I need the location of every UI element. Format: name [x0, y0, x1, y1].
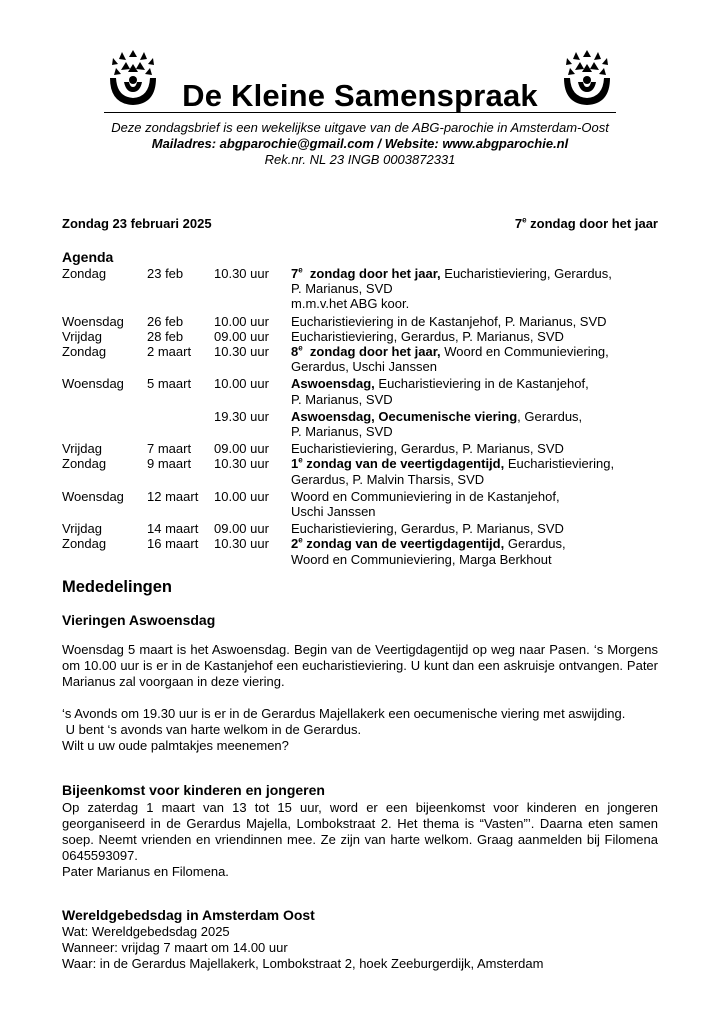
- agenda-description: 8e zondag door het jaar, Woord en Communieviering, Gerardus, Uschi Janssen: [291, 344, 662, 374]
- agenda-date: 12 maart: [147, 488, 199, 504]
- agenda-time: 09.00 uur: [214, 328, 269, 344]
- agenda-day: Vrijdag: [62, 328, 102, 344]
- paragraph: Waar: in de Gerardus Majellakerk, Lombokstraat 2, hoek Zeeburgerdijk, Amsterdam: [62, 956, 544, 971]
- paragraph: ‘s Avonds om 19.30 uur is er in de Gerardus Majellakerk een oecumenische viering met aswijding.: [62, 706, 626, 721]
- agenda-day: Zondag: [62, 266, 107, 281]
- agenda-time: 10.30 uur: [214, 266, 269, 281]
- section-heading: Vieringen Aswoensdag: [62, 612, 216, 628]
- paragraph: U bent ‘s avonds van harte welkom in de Gerardus.: [62, 722, 362, 737]
- contact-line: Mailadres: abgparochie@gmail.com / Website: www.abgparochie.nl: [151, 136, 569, 151]
- agenda-heading: Agenda: [62, 249, 114, 265]
- agenda-row: [62, 521, 662, 536]
- agenda-description: Aswoensdag, Eucharistieviering in de Kastanjehof, P. Marianus, SVD: [291, 376, 662, 406]
- section-body: [62, 800, 658, 880]
- section-body: [62, 642, 658, 754]
- agenda-time: 10.30 uur: [214, 456, 269, 472]
- agenda-date: 5 maart: [147, 376, 192, 392]
- agenda-row: [62, 376, 662, 406]
- announcements-heading: Mededelingen: [62, 578, 173, 596]
- agenda-row: [62, 266, 662, 312]
- agenda-time: 09.00 uur: [214, 441, 269, 457]
- agenda-description: 2e zondag van de veertigdagentijd, Gerardus, Woord en Communieviering, Marga Berkhout: [291, 536, 662, 566]
- agenda-table: [62, 266, 662, 569]
- agenda-row: [62, 314, 662, 329]
- paragraph: Woensdag 5 maart is het Aswoensdag. Begin van de Veertigdagentijd op weg naar Pasen. ‘s Morgens om 10.00 uur is er in de Kastanjehof een eucharistieviering. U kunt dan een askruisje ontvangen. Pater Marianus zal voorgaan in deze viering.: [62, 642, 658, 689]
- agenda-time: 19.30 uur: [214, 408, 269, 424]
- agenda-description-line: Uschi Janssen: [291, 504, 376, 520]
- agenda-day: Woensdag: [62, 376, 124, 392]
- agenda-row: [62, 409, 662, 439]
- paragraph: Op zaterdag 1 maart van 13 tot 15 uur, word er een bijeenkomst voor kinderen en jongeren georganiseerd in de Gerardus Majella, Lombokstraat 2. Het thema is “Vasten”’. Daarna eten samen soep. Neemt vrienden en vriendinnen mee. Ze zijn van harte welkom. Graag aanmelden bij Filomena 0645593097.: [62, 800, 658, 863]
- subtitle: Deze zondagsbrief is een wekelijkse uitgave van de ABG-parochie in Amsterdam-Oost: [111, 120, 609, 135]
- agenda-day: Vrijdag: [62, 521, 102, 537]
- agenda-description: Eucharistieviering, Gerardus, P. Marianus, SVD: [291, 521, 564, 537]
- agenda-time: 10.00 uur: [214, 313, 269, 329]
- bank-account: Rek.nr. NL 23 INGB 0003872331: [264, 152, 456, 167]
- section-heading: Wereldgebedsdag in Amsterdam Oost: [62, 907, 315, 923]
- agenda-description-line: Woord en Communieviering, Marga Berkhout: [291, 551, 552, 567]
- agenda-description-line: Gerardus, P. Malvin Tharsis, SVD: [291, 471, 485, 487]
- masthead-rule: [104, 112, 616, 113]
- agenda-day: Woensdag: [62, 488, 124, 504]
- agenda-description: Woord en Communieviering in de Kastanjehof, Uschi Janssen: [291, 489, 662, 519]
- agenda-description-line: Gerardus, Uschi Janssen: [291, 359, 437, 375]
- agenda-time: 10.30 uur: [214, 536, 269, 552]
- paragraph: Wat: Wereldgebedsdag 2025: [62, 924, 230, 939]
- agenda-description: 7e zondag door het jaar, Eucharistieviering, Gerardus, P. Marianus, SVD m.m.v.het ABG koor.: [291, 266, 662, 312]
- agenda-row: [62, 456, 662, 486]
- agenda-day: Woensdag: [62, 313, 124, 329]
- abg-parish-logo-icon: [560, 48, 614, 108]
- agenda-day: Vrijdag: [62, 441, 102, 457]
- agenda-description: Eucharistieviering, Gerardus, P. Marianus, SVD: [291, 328, 564, 344]
- section-body: [62, 924, 658, 972]
- section-heading: Bijeenkomst voor kinderen en jongeren: [62, 782, 325, 798]
- agenda-date: 2 maart: [147, 344, 192, 360]
- agenda-date: 23 feb: [147, 266, 184, 281]
- paragraph: Wilt u uw oude palmtakjes meenemen?: [62, 738, 289, 753]
- agenda-day: Zondag: [62, 456, 107, 472]
- liturgical-sunday: 7e zondag door het jaar: [514, 215, 658, 231]
- agenda-date: 28 feb: [147, 328, 184, 344]
- agenda-row: [62, 489, 662, 519]
- dateline: [62, 216, 658, 232]
- agenda-time: 09.00 uur: [214, 521, 269, 537]
- agenda-description-line: P. Marianus, SVD: [291, 391, 393, 407]
- agenda-description-line: m.m.v.het ABG koor.: [291, 296, 410, 312]
- agenda-row: [62, 441, 662, 456]
- agenda-description-line: P. Marianus, SVD: [291, 424, 393, 440]
- agenda-date: 26 feb: [147, 313, 184, 329]
- newsletter-title: De Kleine Samenspraak: [182, 78, 538, 113]
- agenda-description: Eucharistieviering in de Kastanjehof, P. Marianus, SVD: [291, 313, 607, 329]
- agenda-description: Eucharistieviering, Gerardus, P. Marianus, SVD: [291, 441, 564, 457]
- agenda-description: Aswoensdag, Oecumenische viering, Gerardus, P. Marianus, SVD: [291, 409, 662, 439]
- agenda-time: 10.30 uur: [214, 344, 269, 360]
- agenda-day: Zondag: [62, 536, 107, 552]
- masthead: [104, 48, 616, 112]
- agenda-row: [62, 329, 662, 344]
- agenda-date: 9 maart: [147, 456, 192, 472]
- agenda-time: 10.00 uur: [214, 376, 269, 392]
- agenda-row: [62, 536, 662, 566]
- agenda-time: 10.00 uur: [214, 488, 269, 504]
- agenda-description: 1e zondag van de veertigdagentijd, Eucharistieviering, Gerardus, P. Malvin Tharsis, SVD: [291, 456, 662, 486]
- agenda-row: [62, 344, 662, 374]
- agenda-date: 16 maart: [147, 536, 199, 552]
- paragraph: Pater Marianus en Filomena.: [62, 864, 229, 879]
- paragraph: Wanneer: vrijdag 7 maart om 14.00 uur: [62, 940, 288, 955]
- agenda-date: 7 maart: [147, 441, 192, 457]
- agenda-description-line: P. Marianus, SVD: [291, 281, 393, 297]
- issue-date: Zondag 23 februari 2025: [62, 216, 212, 231]
- agenda-date: 14 maart: [147, 521, 199, 537]
- agenda-day: Zondag: [62, 344, 107, 360]
